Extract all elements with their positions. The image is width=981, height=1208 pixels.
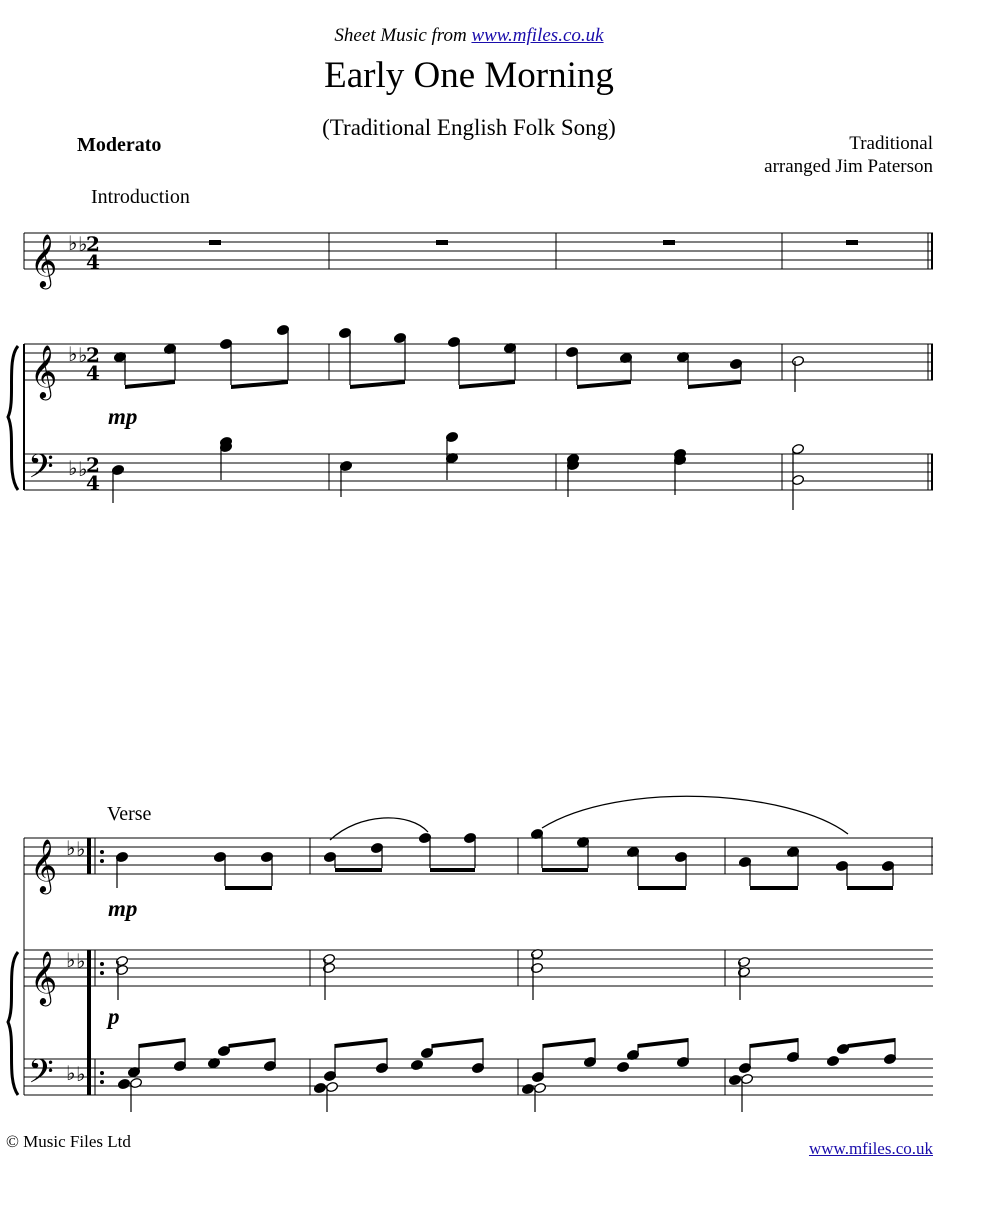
piano-brace [8, 346, 18, 490]
beam [848, 1038, 895, 1048]
copyright-notice: © Music Files Ltd [6, 1132, 131, 1151]
beam [335, 868, 382, 872]
beam [847, 886, 893, 890]
beam [430, 868, 475, 872]
beam [335, 1038, 387, 1048]
notehead [728, 1074, 741, 1085]
voice-staff-intro [24, 233, 933, 269]
slur [542, 796, 848, 834]
notehead [117, 1078, 130, 1089]
flat-sign: ♭ [76, 837, 86, 861]
composer-line: Traditional [849, 133, 933, 154]
tempo-marking: Moderato [77, 134, 162, 156]
beam [688, 380, 741, 389]
notehead [521, 1083, 534, 1094]
arranger-line: arranged Jim Paterson [764, 156, 933, 177]
time-signature-top: 2 [86, 343, 100, 367]
notehead [410, 1059, 423, 1070]
flat-sign: ♭ [66, 948, 76, 972]
flat-sign: ♭ [76, 949, 86, 973]
piano-treble-staff-verse [24, 950, 933, 986]
piano-brace [8, 952, 18, 1095]
whole-rest [436, 240, 448, 245]
beam [542, 868, 588, 872]
voice-staff-verse [24, 838, 933, 874]
footer-link[interactable]: www.mfiles.co.uk [808, 1139, 933, 1158]
treble-clef: 𝄞 [30, 344, 58, 398]
time-signature-top: 2 [86, 232, 100, 256]
beam [750, 886, 798, 890]
treble-clef: 𝄞 [30, 233, 58, 287]
repeat-dot [100, 850, 104, 854]
flat-sign: ♭ [68, 231, 78, 255]
beam [638, 1038, 688, 1048]
beam [543, 1038, 595, 1048]
repeat-dot [100, 1071, 104, 1075]
flat-sign: ♭ [66, 1061, 76, 1085]
song-subtitle: (Traditional English Folk Song) [322, 115, 616, 140]
whole-rest [663, 240, 675, 245]
beam [638, 886, 686, 890]
time-signature-bottom: 4 [86, 250, 100, 274]
section-label-introduction: Introduction [91, 186, 190, 208]
whole-rest [209, 240, 221, 245]
beam [750, 1038, 798, 1048]
beam [350, 380, 405, 389]
beam [459, 380, 515, 389]
beam [229, 1038, 275, 1048]
notehead [313, 1082, 326, 1093]
notehead [791, 355, 804, 366]
time-signature-bottom: 4 [86, 361, 100, 385]
beam [125, 380, 175, 389]
beam [432, 1038, 483, 1048]
beam [577, 380, 631, 389]
source-prefix: Sheet Music from [334, 25, 467, 46]
slur [330, 818, 428, 840]
repeat-dot [100, 859, 104, 863]
flat-sign: ♭ [76, 1062, 86, 1086]
bass-clef: 𝄢 [28, 448, 54, 494]
time-signature-bottom: 4 [86, 471, 100, 495]
bass-clef: 𝄢 [28, 1053, 54, 1099]
flat-sign: ♭ [68, 342, 78, 366]
treble-clef: 𝄞 [30, 838, 58, 892]
repeat-dot [100, 1080, 104, 1084]
flat-sign: ♭ [66, 836, 76, 860]
notehead [616, 1061, 629, 1072]
dynamic-mark-intro: mp [108, 404, 138, 429]
time-signature-top: 2 [86, 453, 100, 477]
source-link[interactable]: www.mfiles.co.uk [471, 25, 604, 46]
beam [225, 886, 272, 890]
section-label-verse: Verse [107, 803, 152, 825]
song-title: Early One Morning [324, 55, 614, 96]
flat-sign: ♭ [78, 343, 88, 367]
beam [139, 1038, 185, 1048]
dynamic-mark-verse-piano: p [108, 1004, 120, 1029]
flat-sign: ♭ [78, 232, 88, 256]
treble-clef: 𝄞 [30, 950, 58, 1004]
notehead [826, 1055, 839, 1066]
repeat-dot [100, 962, 104, 966]
dynamic-mark-verse-voice: mp [108, 896, 138, 921]
flat-sign: ♭ [68, 456, 78, 480]
repeat-dot [100, 971, 104, 975]
whole-rest [846, 240, 858, 245]
beam [231, 380, 288, 389]
flat-sign: ♭ [78, 457, 88, 481]
